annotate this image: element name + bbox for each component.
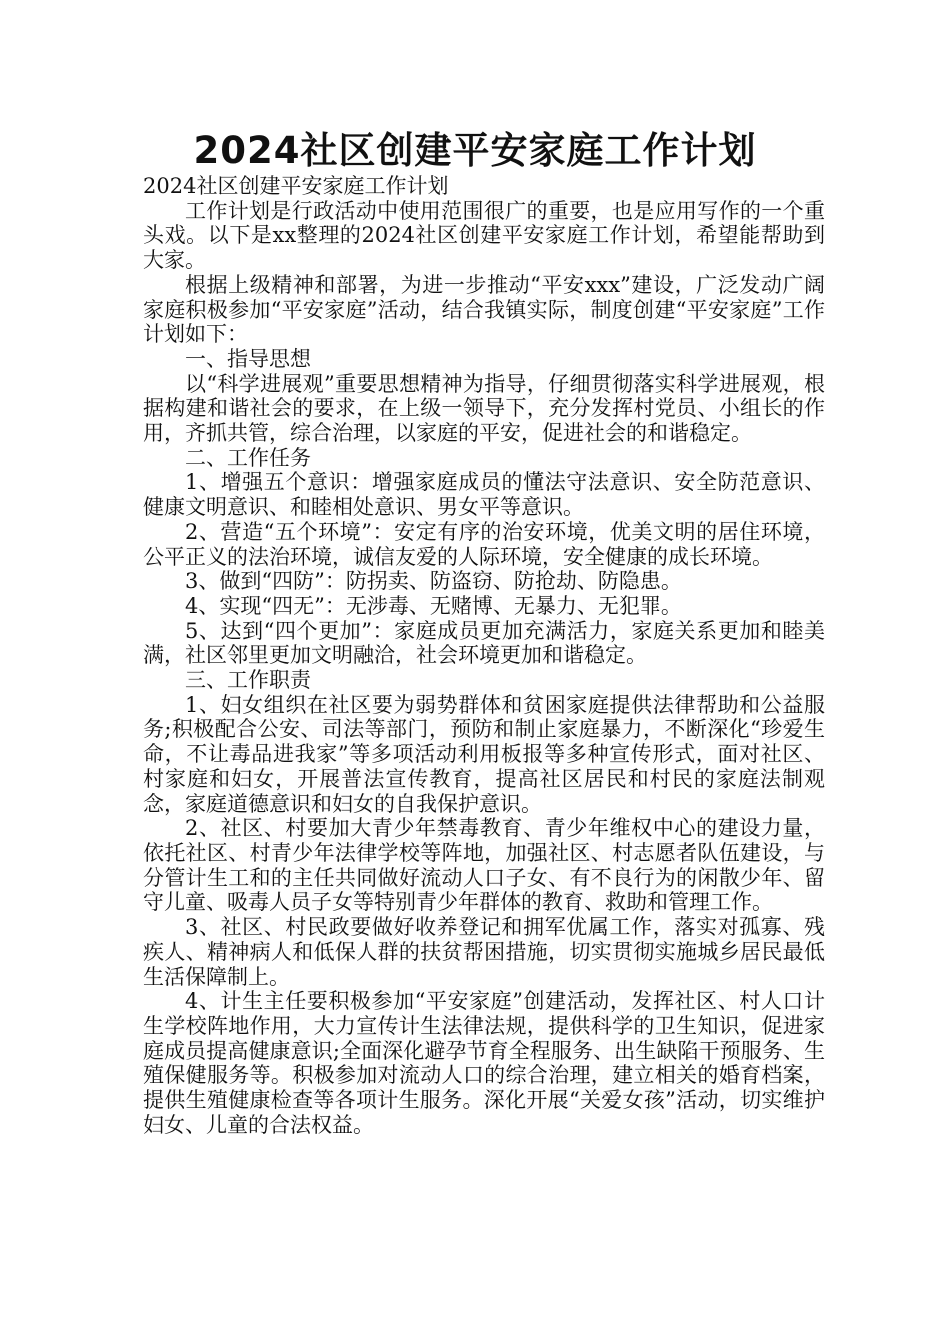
task-item: 1、增强五个意识：增强家庭成员的懂法守法意识、安全防范意识、健康文明意识、和睦相处意识、男女平等意识。 bbox=[143, 470, 825, 520]
section-heading-duties: 三、工作职责 bbox=[185, 668, 311, 693]
document-body bbox=[143, 174, 825, 1137]
task-item: 4、实现“四无”：无涉毒、无赌博、无暴力、无犯罪。 bbox=[185, 593, 682, 618]
duty-item: 3、社区、村民政要做好收养登记和拥军优属工作，落实对孤寡、残疾人、精神病人和低保人群的扶贫帮困措施，切实贯彻实施城乡居民最低生活保障制上。 bbox=[143, 915, 825, 989]
purpose-paragraph: 根据上级精神和部署，为进一步推动“平安xxx”建设，广泛发动广阔家庭积极参加“平安家庭”活动，结合我镇实际，制度创建“平安家庭”工作计划如下： bbox=[143, 272, 825, 347]
task-item: 5、达到“四个更加”：家庭成员更加充满活力，家庭关系更加和睦美满，社区邻里更加文明融洽，社会环境更加和谐稳定。 bbox=[143, 618, 825, 668]
duty-item: 1、妇女组织在社区要为弱势群体和贫困家庭提供法律帮助和公益服务;积极配合公安、司法等部门，预防和制止家庭暴力，不断深化“珍爱生命，不让毒品进我家”等多项活动利用板报等多种宣传形式，面对社区、村家庭和妇女，开展普法宣传教育，提高社区居民和村民的家庭法制观念，家庭道德意识和妇女的自我保护意识。 bbox=[143, 692, 825, 816]
document-subtitle: 2024社区创建平安家庭工作计划 bbox=[143, 174, 449, 198]
task-item: 3、做到“四防”：防拐卖、防盗窃、防抢劫、防隐患。 bbox=[185, 569, 682, 594]
duty-item: 4、计生主任要积极参加“平安家庭”创建活动，发挥社区、村人口计生学校阵地作用，大力宣传计生法律法规，提供科学的卫生知识，促进家庭成员提高健康意识;全面深化避孕节育全程服务、出生缺陷干预服务、生殖保健服务等。积极参加对流动人口的综合治理，建立相关的婚育档案，提供生殖健康检查等各项计生服务。深化开展“关爱女孩”活动，切实维护妇女、儿童的合法权益。 bbox=[143, 989, 825, 1137]
guiding-thought-paragraph: 以“科学进展观”重要思想精神为指导，仔细贯彻落实科学进展观，根据构建和谐社会的要求，在上级一领导下，充分发挥村党员、小组长的作用，齐抓共管，综合治理，以家庭的平安，促进社会的和谐稳定。 bbox=[143, 371, 825, 446]
document-title: 2024社区创建平安家庭工作计划 bbox=[193, 129, 757, 172]
duty-item: 2、社区、村要加大青少年禁毒教育、青少年维权中心的建设力量，依托社区、村青少年法律学校等阵地，加强社区、村志愿者队伍建设，与分管计生工和的主任共同做好流动人口子女、有不良行为的闲散少年、留守儿童、吸毒人员子女等特别青少年群体的教育、救助和管理工作。 bbox=[143, 816, 825, 915]
intro-paragraph: 工作计划是行政活动中使用范围很广的重要，也是应用写作的一个重头戏。以下是xx整理的2024社区创建平安家庭工作计划，希望能帮助到大家。 bbox=[143, 198, 825, 273]
section-heading-guiding-thought: 一、指导思想 bbox=[185, 346, 311, 371]
task-item: 2、营造“五个环境”：安定有序的治安环境，优美文明的居住环境，公平正义的法治环境，诚信友爱的人际环境，安全健康的成长环境。 bbox=[143, 519, 825, 569]
section-heading-tasks: 二、工作任务 bbox=[185, 445, 311, 470]
